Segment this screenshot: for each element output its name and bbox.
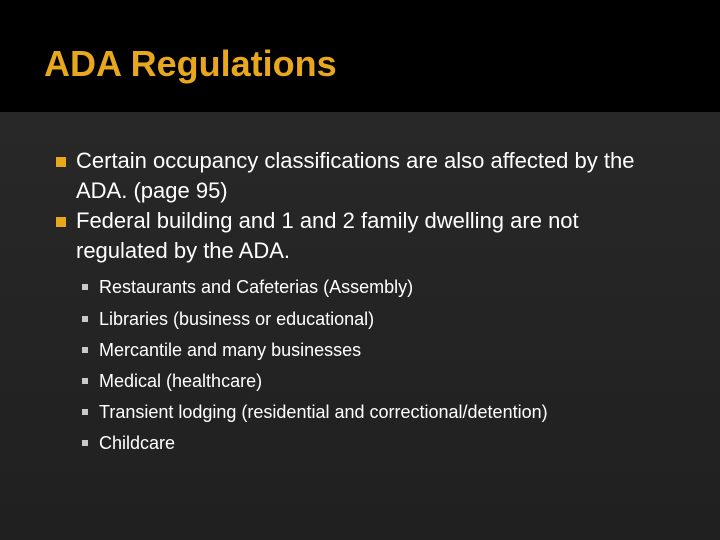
slide-title: ADA Regulations <box>44 43 337 84</box>
sub-bullet-text: Medical (healthcare) <box>99 371 263 391</box>
sub-bullet-text: Restaurants and Cafeterias (Assembly) <box>99 277 414 297</box>
square-bullet-icon <box>56 157 66 167</box>
small-square-bullet-icon <box>82 409 88 415</box>
small-square-bullet-icon <box>82 378 88 384</box>
small-square-bullet-icon <box>82 440 88 446</box>
square-bullet-icon <box>56 217 66 227</box>
sub-bullet-text: Transient lodging (residential and correctional/detention) <box>99 402 548 422</box>
title-band <box>0 0 720 112</box>
sub-bullet-text: Mercantile and many businesses <box>99 340 362 360</box>
sub-bullet-text: Libraries (business or educational) <box>99 309 375 329</box>
sub-bullet-text: Childcare <box>99 433 176 453</box>
bullet-text: Certain occupancy classifications are also affected by the ADA. (page 95) <box>76 148 635 203</box>
bullet-text: Federal building and 1 and 2 family dwelling are not regulated by the ADA. <box>76 208 579 263</box>
small-square-bullet-icon <box>82 347 88 353</box>
small-square-bullet-icon <box>82 316 88 322</box>
small-square-bullet-icon <box>82 284 88 290</box>
